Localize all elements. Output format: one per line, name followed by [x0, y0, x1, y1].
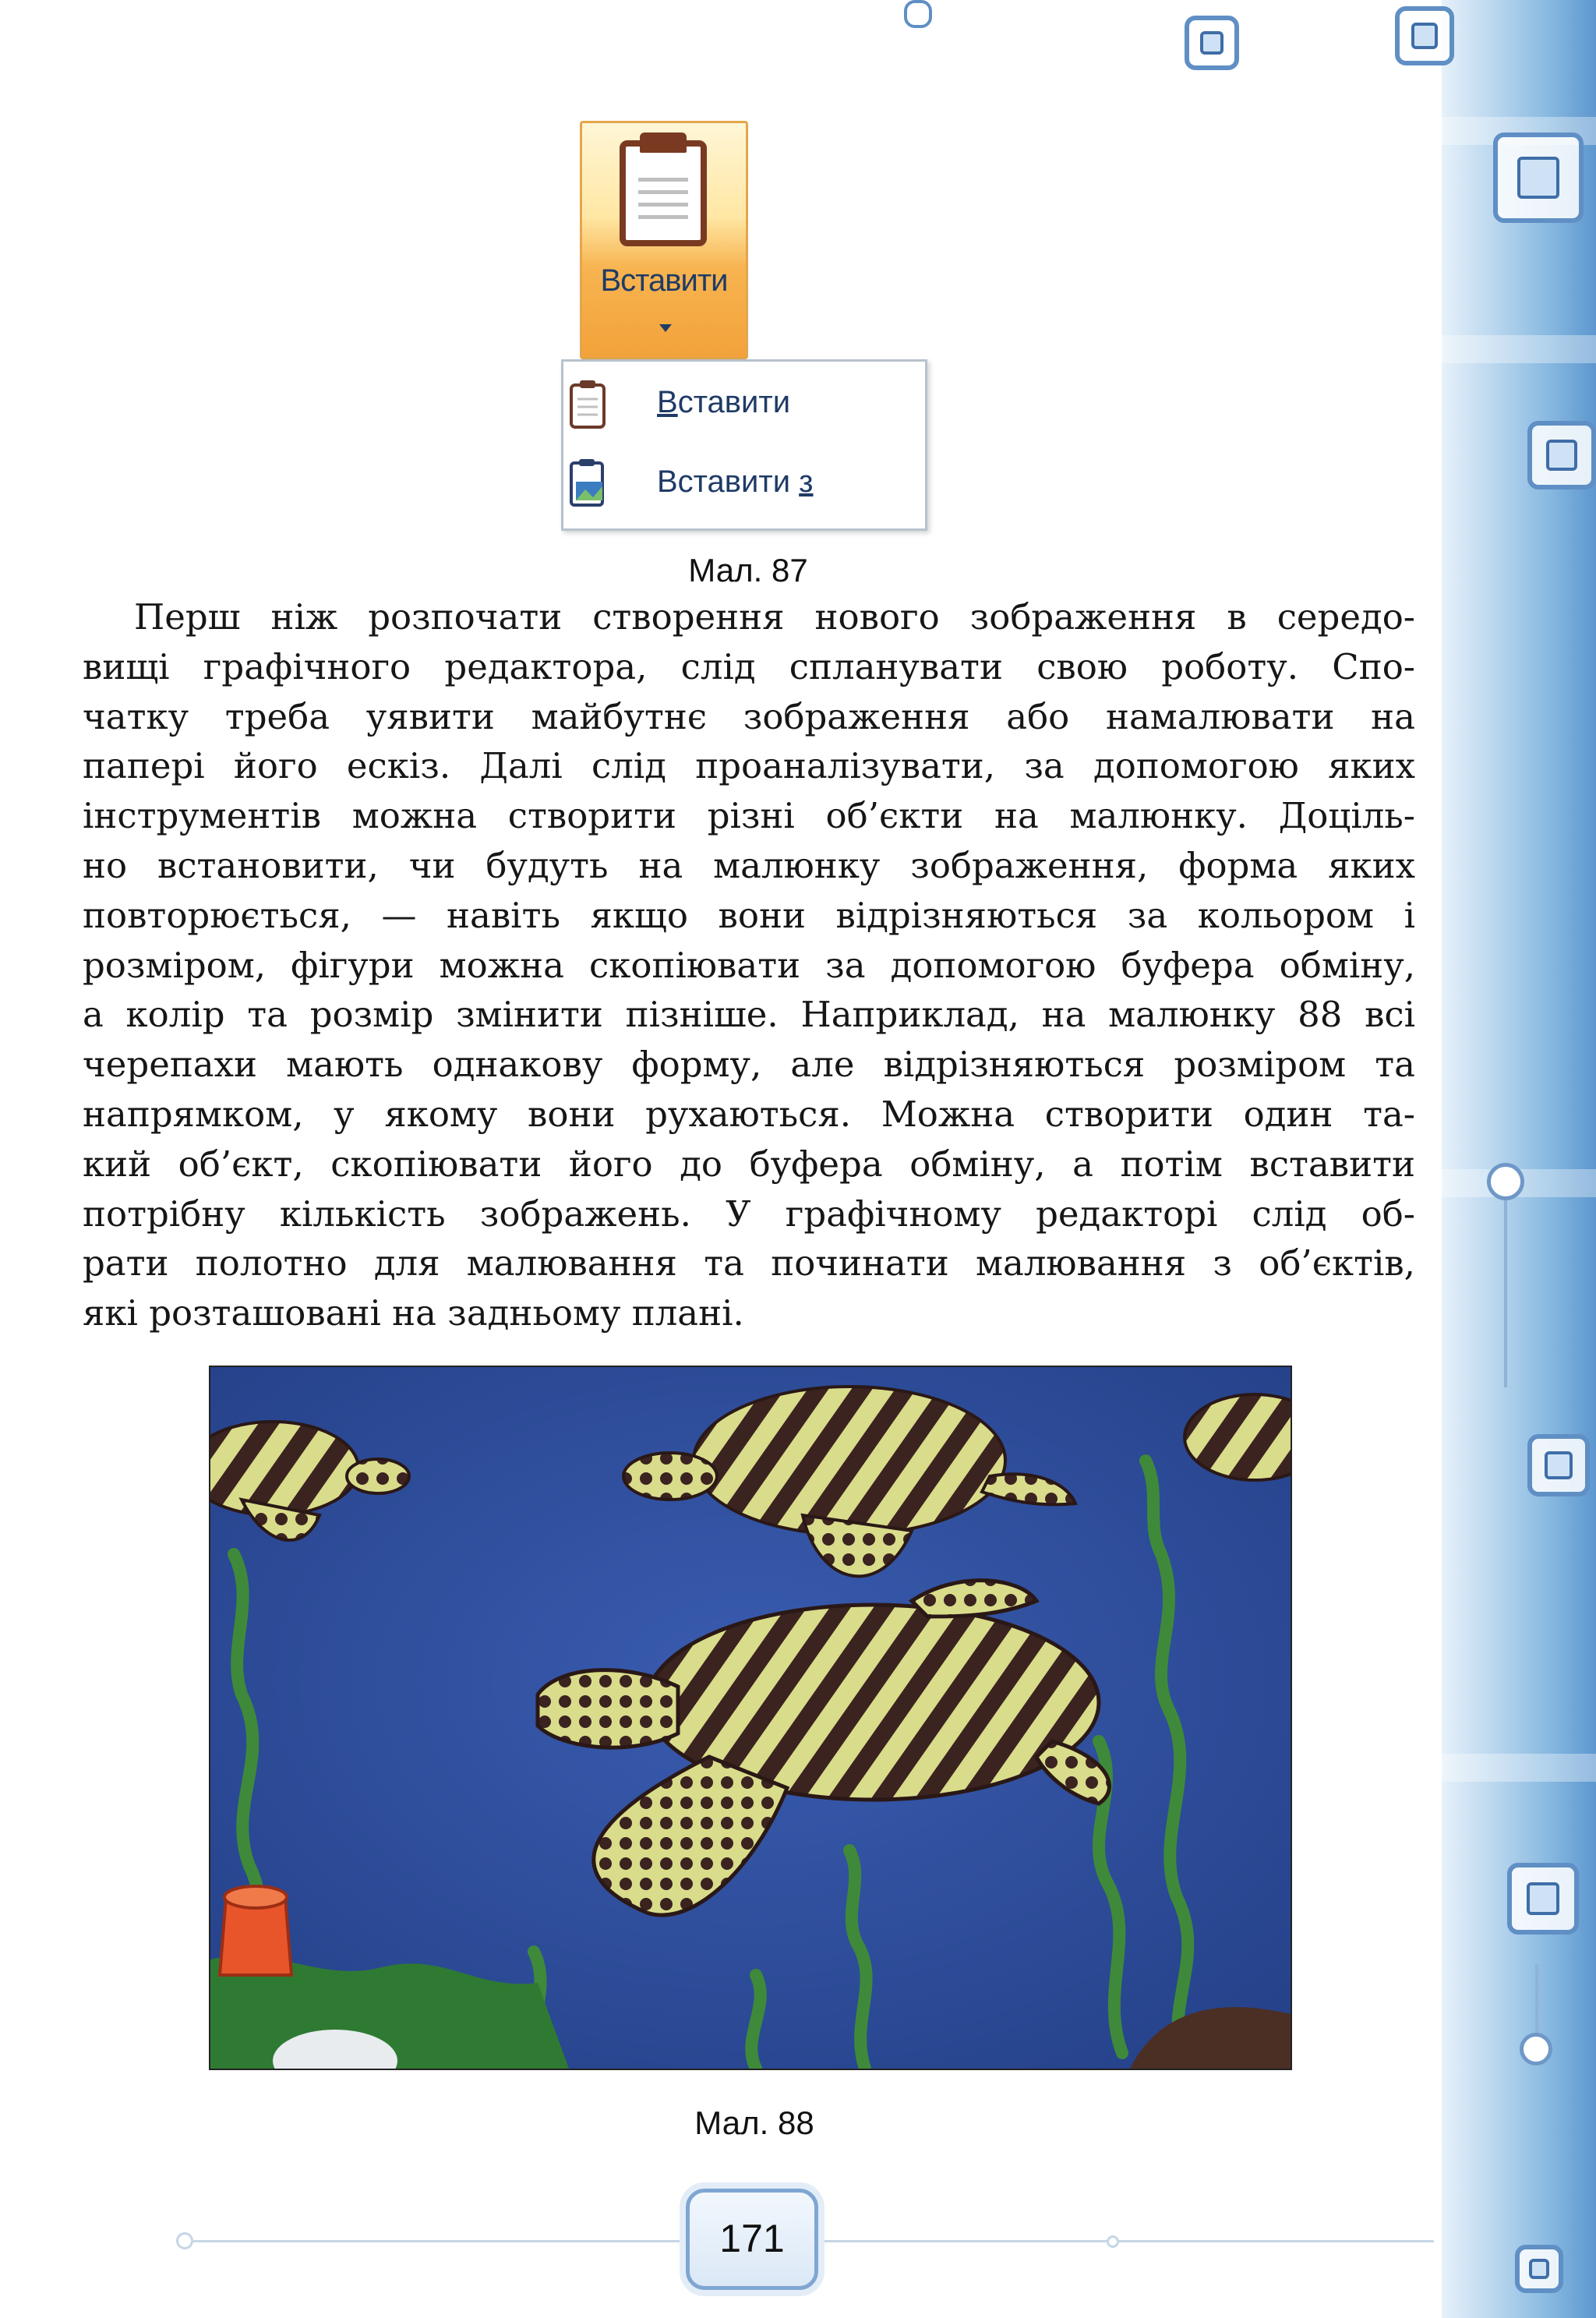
paste-button-label: Вставити: [600, 263, 728, 298]
clipboard-icon: [568, 379, 607, 429]
chevron-down-icon: [659, 324, 672, 332]
body-line: інструментів можна створити різні об’єкти на малюнку. Доціль-: [83, 795, 1415, 837]
body-line: чатку треба уявити майбутнє зображення або намалювати на: [83, 695, 1415, 737]
decorative-square-icon: [1527, 421, 1596, 489]
menu-item-paste-from-text: Вставити: [657, 465, 800, 499]
decorative-line: [1535, 1964, 1538, 2042]
decorative-square-icon: [1507, 1863, 1579, 1935]
body-line: но встановити, чи будуть на малюнку зображення, форма яких: [83, 844, 1415, 886]
body-line: кий об’єкт, скопіювати його до буфера обміну, а потім вставити: [83, 1143, 1415, 1185]
body-line: папері його ескіз. Далі слід проаналізувати, за допомогою яких: [83, 745, 1415, 787]
footer-dot: [1107, 2235, 1119, 2248]
figure-88-caption: Мал. 88: [694, 2104, 814, 2141]
paste-button[interactable]: [580, 121, 748, 359]
body-line: рати полотно для малювання та починати малювання з об’єктів,: [83, 1242, 1415, 1284]
decorative-circle: [1487, 1163, 1524, 1200]
body-line: повторюється, — навіть якщо вони відрізняються за кольором і: [83, 894, 1415, 936]
decorative-square-icon: [1395, 6, 1454, 65]
clipboard-clip: [640, 133, 687, 153]
decorative-square-icon: [1515, 2245, 1563, 2293]
menu-item-paste-label: Вставити: [657, 385, 791, 419]
body-paragraph: [83, 592, 1415, 1338]
page-number: 171: [719, 2217, 785, 2260]
menu-item-paste-from-accelerator: з: [799, 465, 814, 499]
body-line: потрібну кількість зображень. У графічному редакторі слід об-: [83, 1193, 1415, 1235]
sea-turtles-image: [210, 1367, 1291, 2069]
body-line: вищі графічного редактора, слід спланувати свою роботу. Спо-: [83, 645, 1415, 687]
footer-dot: [176, 2232, 193, 2249]
figure-87-caption: Мал. 87: [688, 552, 808, 588]
decorative-square-icon: [1185, 16, 1239, 70]
page-number-badge: [686, 2189, 818, 2290]
turtles-illustration: [209, 1366, 1292, 2070]
body-line: які розташовані на задньому плані.: [83, 1292, 744, 1334]
decorative-square-icon: [1493, 133, 1584, 223]
decorative-line: [1504, 1200, 1507, 1387]
body-line: розміром, фігури можна скопіювати за допомогою буфера обміну,: [83, 944, 1415, 986]
decorative-circle: [1520, 2033, 1552, 2065]
decorative-square-icon: [1527, 1434, 1590, 1496]
body-line: а колір та розмір змінити пізніше. Наприклад, на малюнку 88 всі: [83, 994, 1415, 1036]
body-line: напрямком, у якому вони рухаються. Можна створити один та-: [83, 1093, 1415, 1135]
decorative-side-band: [1442, 0, 1596, 2318]
paste-dropdown-menu: [561, 359, 927, 531]
body-line: черепахи мають однакову форму, але відрізняються розміром та: [83, 1044, 1415, 1086]
menu-item-paste-from-label: [657, 465, 814, 500]
paste-from-icon: [568, 458, 607, 508]
body-line: Перш ніж розпочати створення нового зображення в середо-: [134, 596, 1415, 638]
clipboard-lines: [638, 178, 688, 224]
menu-item-paste[interactable]: [563, 363, 925, 441]
menu-item-paste-from[interactable]: [563, 443, 925, 521]
decorative-square-icon: [904, 0, 932, 28]
